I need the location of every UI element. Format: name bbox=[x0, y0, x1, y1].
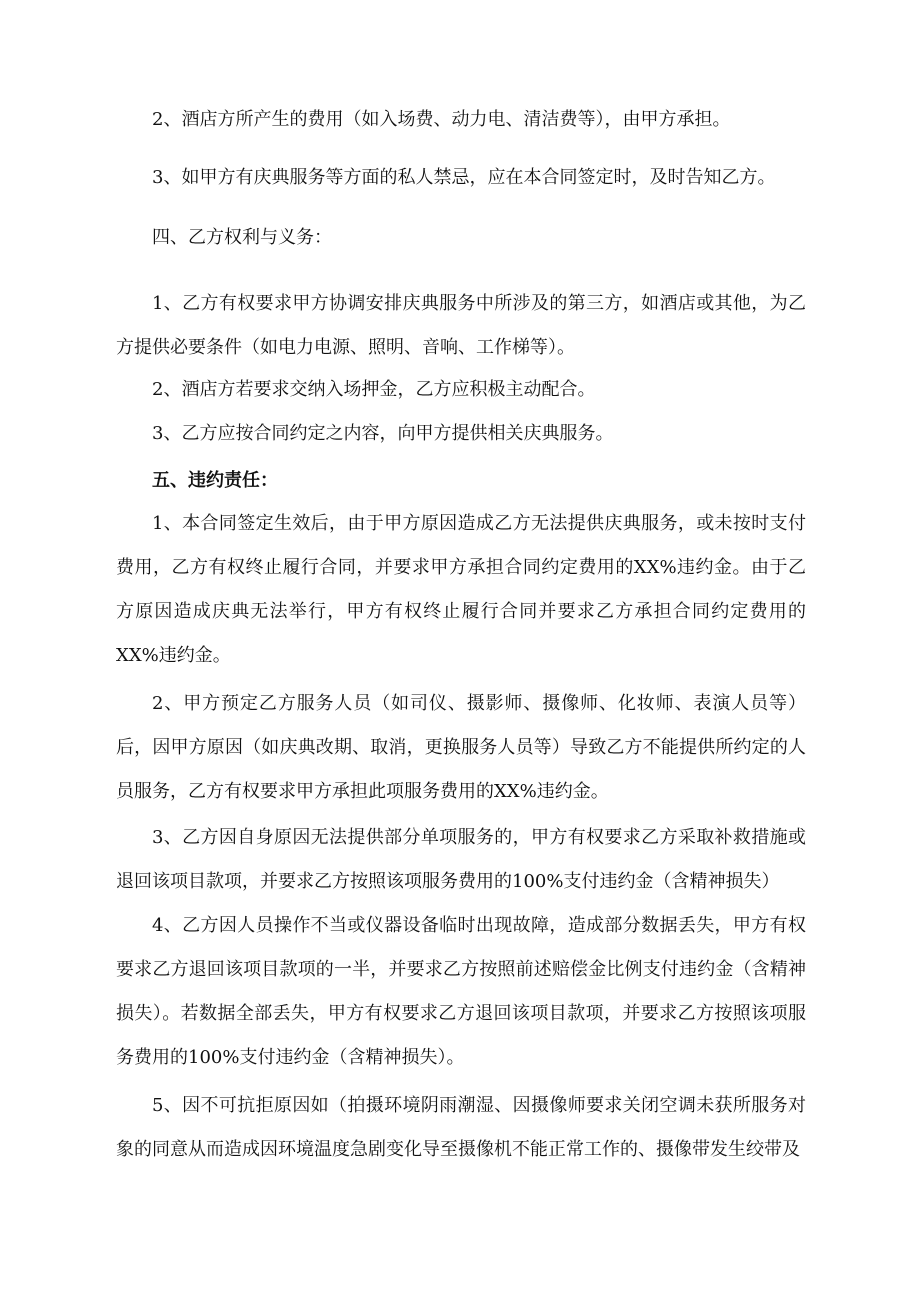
clause-4-item-1: 1、乙方有权要求甲方协调安排庆典服务中所涉及的第三方，如酒店或其他，为乙方提供必要条件（如电力电源、照明、音响、工作梯等）。 bbox=[116, 293, 806, 358]
clause-5-item-2: 2、甲方预定乙方服务人员（如司仪、摄影师、摄像师、化妆师、表演人员等）后，因甲方原因（如庆典改期、取消，更换服务人员等）导致乙方不能提供所约定的人员服务，乙方有权要求甲方承担此项服务费用的XX%违约金。 bbox=[116, 693, 806, 802]
clause-5-item-1: 1、本合同签定生效后，由于甲方原因造成乙方无法提供庆典服务，或未按时支付费用，乙方有权终止履行合同，并要求甲方承担合同约定费用的XX%违约金。由于乙方原因造成庆典无法举行，甲方有权终止履行合同并要求乙方承担合同约定费用的XX%违约金。 bbox=[116, 513, 806, 666]
section-heading-5: 五、违约责任： bbox=[152, 470, 278, 490]
clause-3-item-2: 2、酒店方所产生的费用（如入场费、动力电、清洁费等），由甲方承担。 bbox=[152, 109, 731, 130]
clause-4-item-3: 3、乙方应按合同约定之内容，向甲方提供相关庆典服务。 bbox=[152, 423, 614, 444]
clause-5-item-3: 3、乙方因自身原因无法提供部分单项服务的，甲方有权要求乙方采取补救措施或退回该项目款项，并要求乙方按照该项服务费用的100%支付违约金（含精神损失） bbox=[116, 827, 806, 892]
clause-5-item-4: 4、乙方因人员操作不当或仪器设备临时出现故障，造成部分数据丢失，甲方有权要求乙方退回该项目款项的一半，并要求乙方按照前述赔偿金比例支付违约金（含精神损失）。若数据全部丢失，甲方有权要求乙方退回该项目款项，并要求乙方按照该项服务费用的100%支付违约金（含精神损失）。 bbox=[116, 915, 806, 1068]
clause-5-item-5: 5、因不可抗拒原因如（拍摄环境阴雨潮湿、因摄像师要求关闭空调未获所服务对象的同意从而造成因环境温度急剧变化导至摄像机不能正常工作的、摄像带发生绞带及 bbox=[116, 1095, 806, 1160]
section-heading-4: 四、乙方权利与义务： bbox=[152, 227, 332, 248]
clause-3-item-3: 3、如甲方有庆典服务等方面的私人禁忌，应在本合同签定时，及时告知乙方。 bbox=[152, 167, 776, 188]
clause-4-item-2: 2、酒店方若要求交纳入场押金，乙方应积极主动配合。 bbox=[152, 379, 596, 400]
